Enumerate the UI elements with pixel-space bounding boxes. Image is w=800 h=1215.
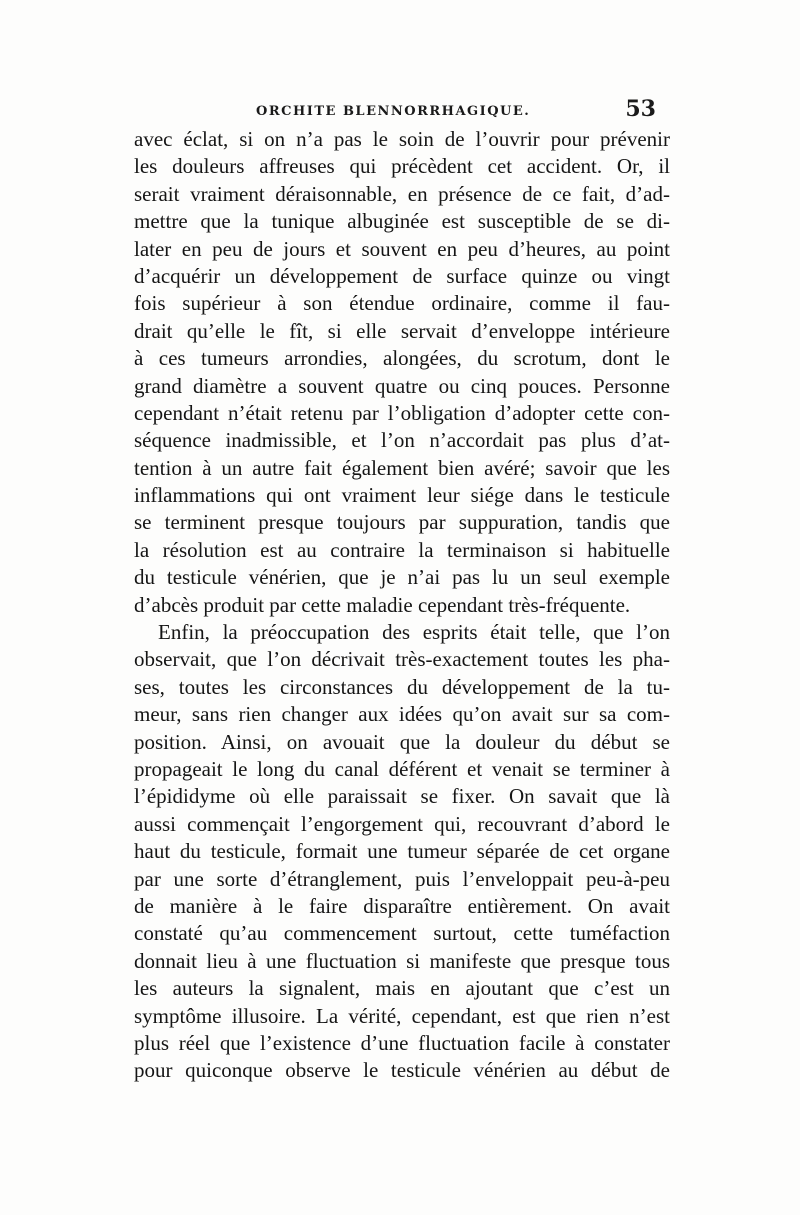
text-line: à ces tumeurs arrondies, alongées, du scrotum, dont le	[134, 346, 670, 371]
text-line: grand diamètre a souvent quatre ou cinq pouces. Personne	[134, 373, 670, 398]
text-line: ses, toutes les circonstances du développement de la tu-	[134, 674, 670, 699]
text-line: d’abcès produit par cette maladie cependant très-fréquente.	[134, 592, 631, 617]
text-line: les douleurs affreuses qui précèdent cet accident. Or, il	[134, 154, 670, 179]
text-line: de manière à le faire disparaître entièrement. On avait	[134, 893, 670, 918]
text-line: les auteurs la signalent, mais en ajoutant que c’est un	[134, 976, 670, 1001]
text-line: haut du testicule, formait une tumeur séparée de cet organe	[134, 839, 670, 864]
text-line: propageait le long du canal déférent et venait se terminer à	[134, 756, 670, 781]
text-line: serait vraiment déraisonnable, en présence de ce fait, d’ad-	[134, 181, 670, 206]
text-line: séquence inadmissible, et l’on n’accordait pas plus d’at-	[134, 428, 670, 453]
text-line: donnait lieu à une fluctuation si manifeste que presque tous	[134, 948, 670, 973]
text-line: aussi commençait l’engorgement qui, recouvrant d’abord le	[134, 811, 670, 836]
text-line: observait, que l’on décrivait très-exactement toutes les pha-	[134, 647, 670, 672]
text-line: la résolution est au contraire la terminaison si habituelle	[134, 537, 670, 562]
text-line: drait qu’elle le fît, si elle servait d’enveloppe intérieure	[134, 318, 670, 343]
text-line: d’acquérir un développement de surface quinze ou vingt	[134, 263, 670, 288]
text-line: l’épididyme où elle paraissait se fixer. On savait que là	[134, 784, 670, 809]
running-title: ORCHITE BLENNORRHAGIQUE.	[256, 104, 531, 119]
paragraph-start-line: Enfin, la préoccupation des esprits était telle, que l’on	[158, 620, 670, 645]
text-line: position. Ainsi, on avouait que la douleur du début se	[134, 729, 670, 754]
text-line: fois supérieur à son étendue ordinaire, comme il fau-	[134, 291, 670, 316]
text-line: constaté qu’au commencement surtout, cette tuméfaction	[134, 921, 670, 946]
text-line: cependant n’était retenu par l’obligation d’adopter cette con-	[134, 400, 670, 425]
text-line: meur, sans rien changer aux idées qu’on avait sur sa com-	[134, 702, 670, 727]
text-line: pour quiconque observe le testicule vénérien au début de	[134, 1058, 670, 1083]
text-line: tention à un autre fait également bien avéré; savoir que les	[134, 455, 670, 480]
page-header	[132, 96, 656, 126]
text-line: later en peu de jours et souvent en peu d’heures, au point	[134, 236, 670, 261]
text-line: du testicule vénérien, que je n’ai pas lu un seul exemple	[134, 565, 670, 590]
text-line: plus réel que l’existence d’une fluctuation facile à constater	[134, 1030, 670, 1055]
body-text	[134, 126, 670, 1085]
text-line: mettre que la tunique albuginée est susceptible de se di-	[134, 209, 670, 234]
text-line: symptôme illusoire. La vérité, cependant, est que rien n’est	[134, 1003, 670, 1028]
text-line: inflammations qui ont vraiment leur siége dans le testicule	[134, 483, 670, 508]
text-line: par une sorte d’étranglement, puis l’enveloppait peu-à-peu	[134, 866, 670, 891]
text-line: avec éclat, si on n’a pas le soin de l’ouvrir pour prévenir	[134, 127, 670, 151]
text-line: se terminent presque toujours par suppuration, tandis que	[134, 510, 670, 535]
page-number: 53	[625, 96, 656, 122]
